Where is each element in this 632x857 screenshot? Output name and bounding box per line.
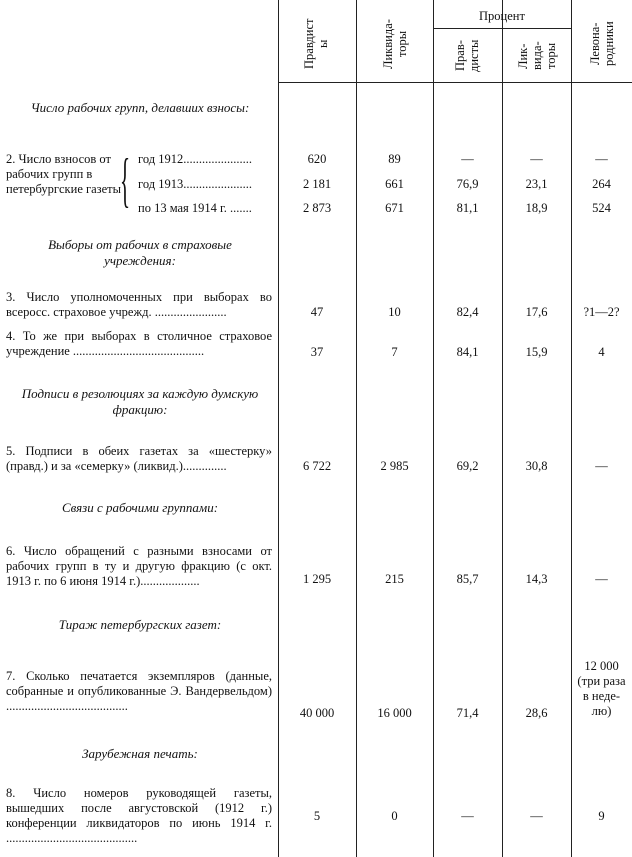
row-label: 8. Число номеров руководящей газеты, вышедших после августовской (1912 г.) конференции ликвидаторов по июнь 1914 г. .......................................... xyxy=(6,786,272,845)
cell: 2 181 xyxy=(302,177,332,191)
cell: 2 873 xyxy=(302,201,332,215)
cell: 5 xyxy=(313,809,321,823)
row-label: 5. Подписи в обеих газетах за «шестерку» (правд.) и за «семерку» (ликвид.).............. xyxy=(6,444,272,473)
cell: — xyxy=(530,152,543,166)
row-label: 3. Число уполномоченных при выборах во всеросс. страховое учрежд. ....................... xyxy=(6,290,272,319)
cell: 82,4 xyxy=(456,305,479,319)
cell: — xyxy=(461,809,474,823)
row-sublabel: по 13 мая 1914 г. ....... xyxy=(138,201,252,215)
cell: 69,2 xyxy=(456,459,479,473)
cell: 81,1 xyxy=(456,201,479,215)
header-likvidatory: Ликвида- торы xyxy=(381,19,409,69)
cell: 524 xyxy=(592,201,611,215)
cell: 71,4 xyxy=(456,706,479,720)
cell: 89 xyxy=(388,152,401,166)
cell: 215 xyxy=(385,572,404,586)
cell: 28,6 xyxy=(525,706,548,720)
header-pct-pravdisty: Прав- дисты xyxy=(453,39,481,73)
section-title: Тираж петербургских газет: xyxy=(58,617,222,632)
section-title: Выборы от рабочих в страховые учреждения: xyxy=(48,237,232,268)
table-border xyxy=(278,82,632,83)
table-border xyxy=(502,0,503,857)
row-label: 4. То же при выборах в столичное страховое учреждение .......................................... xyxy=(6,329,272,358)
row-sublabel: год 1913...................... xyxy=(138,177,252,191)
cell: 6 722 xyxy=(302,459,332,473)
row-label: 6. Число обращений с разными взносами от рабочих групп в ту и другую фракцию (с окт. 1913 г. по 6 июня 1914 г.)................... xyxy=(6,544,272,588)
table-border xyxy=(433,28,571,29)
section-title: Подписи в резолюциях за каждую думскую фракцию: xyxy=(21,386,259,417)
cell: 37 xyxy=(310,345,324,359)
section-title: Связи с рабочими группами: xyxy=(61,500,219,515)
cell: 23,1 xyxy=(525,177,548,191)
cell: 10 xyxy=(388,305,401,319)
cell: 16 000 xyxy=(377,706,412,720)
cell: 12 000 (три раза в неде- лю) xyxy=(577,659,626,718)
cell: — xyxy=(595,459,608,473)
table-border xyxy=(433,0,434,857)
cell: 40 000 xyxy=(299,706,335,720)
cell: 76,9 xyxy=(456,177,479,191)
cell: — xyxy=(461,152,474,166)
cell: 0 xyxy=(391,809,398,823)
header-pct-likvidatory: Лик- вида- торы xyxy=(516,41,558,71)
cell: ?1—2? xyxy=(583,305,620,319)
cell: 14,3 xyxy=(525,572,548,586)
cell: 620 xyxy=(307,152,327,166)
table-border xyxy=(571,0,572,857)
cell: — xyxy=(595,152,608,166)
cell: 4 xyxy=(598,345,605,359)
section-title: Число рабочих групп, делавших взносы: xyxy=(30,100,250,115)
cell: — xyxy=(530,809,543,823)
row-label: 2. Число взносов от рабочих групп в петербургские газеты xyxy=(6,152,122,196)
cell: 47 xyxy=(310,305,324,319)
cell: 9 xyxy=(598,809,605,823)
cell: 85,7 xyxy=(456,572,479,586)
row-label: 7. Сколько печатается экземпляров (данные, собранные и опубликованные Э. Вандервельдом) ....................................... xyxy=(6,669,272,713)
row-sublabel: год 1912...................... xyxy=(138,152,252,166)
cell: — xyxy=(595,572,608,586)
header-percent: Процент xyxy=(479,9,525,23)
section-title: Зарубежная печать: xyxy=(82,746,198,761)
header-levonarodniki: Левона- родники xyxy=(588,21,616,67)
cell: 661 xyxy=(385,177,404,191)
cell: 17,6 xyxy=(525,305,548,319)
table-border xyxy=(278,0,279,857)
cell: 671 xyxy=(385,201,404,215)
cell: 30,8 xyxy=(525,459,548,473)
brace: { xyxy=(120,147,131,213)
cell: 15,9 xyxy=(525,345,548,359)
table-border xyxy=(356,0,357,857)
cell: 18,9 xyxy=(525,201,548,215)
cell: 84,1 xyxy=(456,345,479,359)
cell: 2 985 xyxy=(380,459,409,473)
cell: 1 295 xyxy=(302,572,332,586)
cell: 264 xyxy=(592,177,611,191)
cell: 7 xyxy=(391,345,398,359)
header-pravdisty: Правдист ы xyxy=(302,18,330,70)
